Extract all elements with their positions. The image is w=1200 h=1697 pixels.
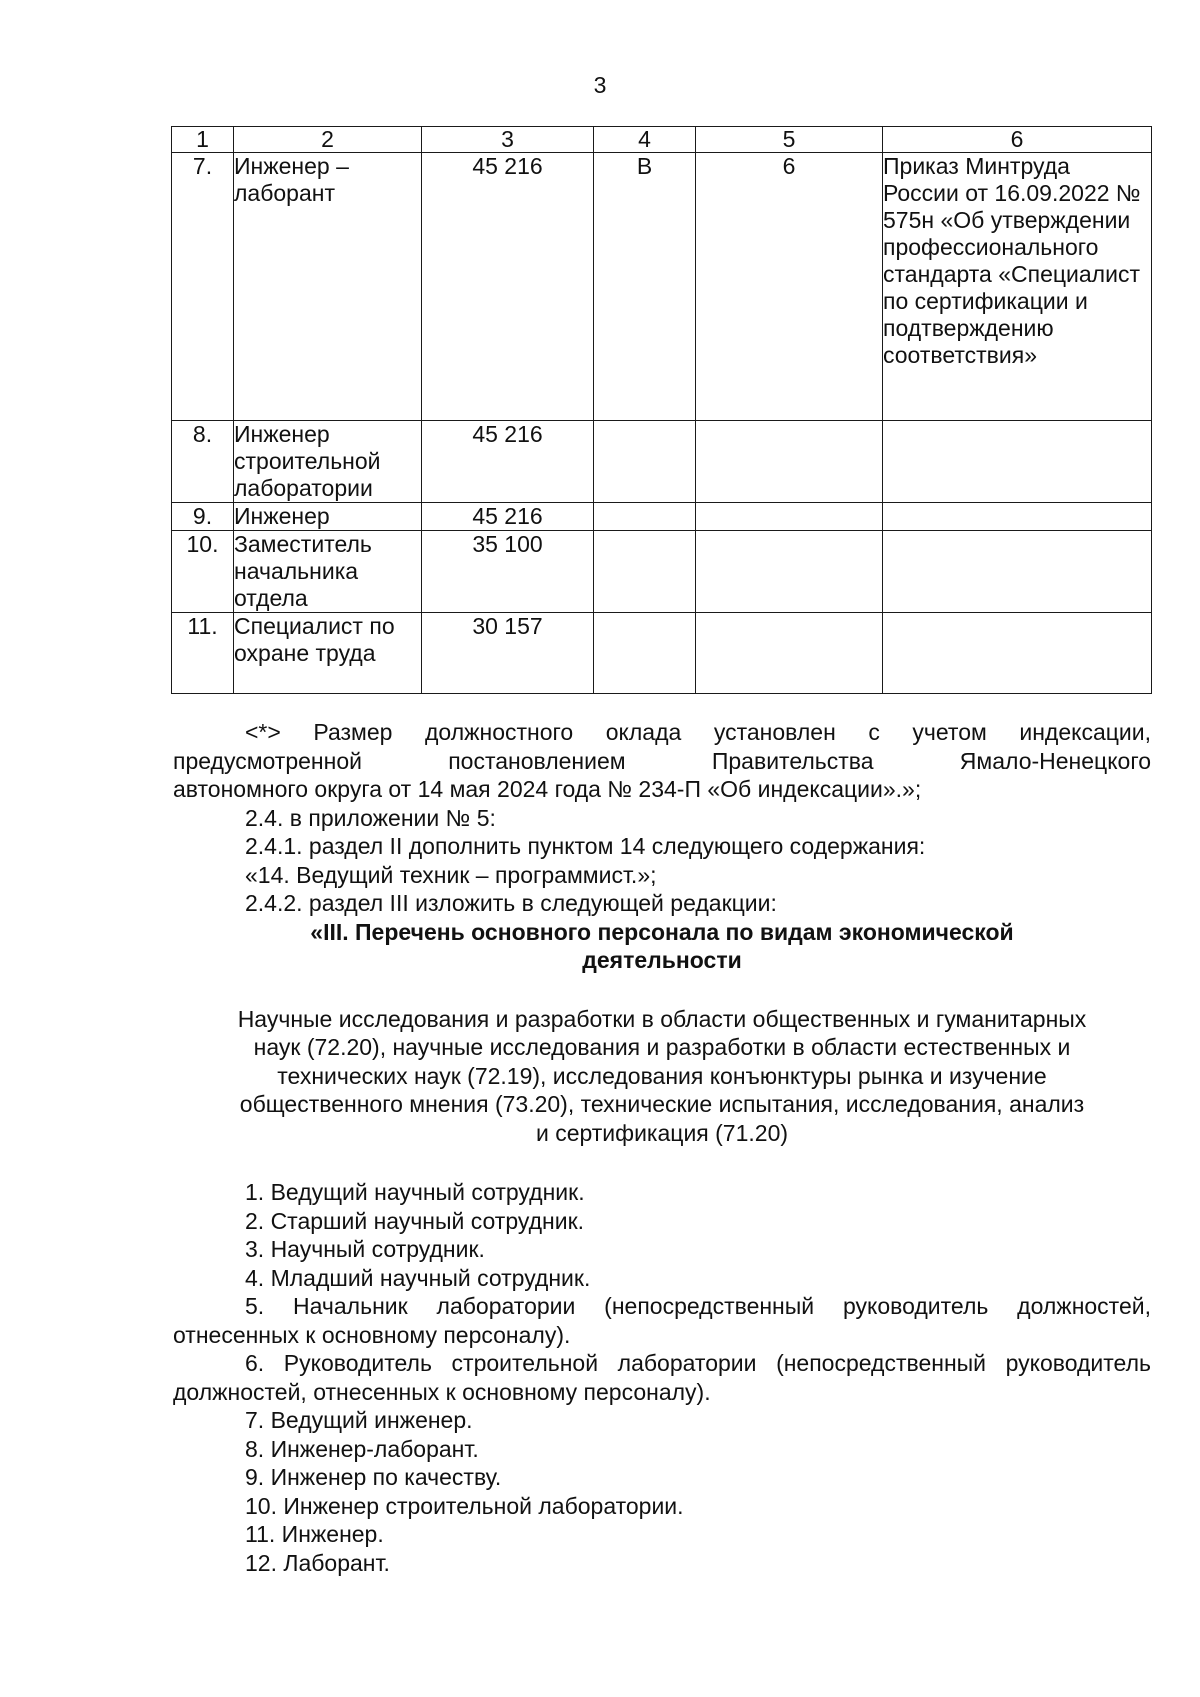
- activity-types-line: Научные исследования и разработки в области общественных и гуманитарных: [237, 1005, 1087, 1032]
- activity-types-line: наук (72.20), научные исследования и разработки в области естественных и: [253, 1034, 1071, 1060]
- footnote-text: предусмотренной постановлением Правительства Ямало-Ненецкого: [173, 747, 1151, 774]
- activity-types-line: и сертификация (71.20): [535, 1119, 789, 1146]
- regulation-cell: [883, 613, 1152, 694]
- table-header-cell: 5: [696, 127, 883, 153]
- row-number-cell: 7.: [172, 153, 234, 421]
- list-item: 9. Инженер по качеству.: [245, 1464, 502, 1490]
- section-heading: «III. Перечень основного персонала по видам экономической: [310, 918, 1014, 945]
- table-header-cell: 1: [172, 127, 234, 153]
- table-row: [172, 153, 1152, 421]
- activity-types-paragraph: [173, 1005, 1151, 1148]
- qualification-group-cell: В: [594, 153, 696, 421]
- staff-list: [173, 1178, 1151, 1577]
- activity-types-line: общественного мнения (73.20), технические испытания, исследования, анализ: [239, 1091, 1085, 1117]
- regulation-cell: [883, 531, 1152, 613]
- qualification-group-cell: [594, 503, 696, 531]
- regulation-cell: [883, 421, 1152, 503]
- row-number-cell: 9.: [172, 503, 234, 531]
- salary-cell: 45 216: [422, 503, 594, 531]
- table-header-cell: 3: [422, 127, 594, 153]
- list-item: 3. Научный сотрудник.: [245, 1236, 485, 1262]
- position-cell: Инженер – лаборант: [234, 153, 422, 421]
- table-header-cell: 2: [234, 127, 422, 153]
- salary-cell: 45 216: [422, 421, 594, 503]
- position-cell: Инженер: [234, 503, 422, 531]
- clause-2-4-1-text: «14. Ведущий техник – программист.»;: [245, 861, 657, 888]
- list-item: 5. Начальник лаборатории (непосредственный руководитель должностей, отнесенных к основному персоналу).: [173, 1293, 1151, 1348]
- page-number: 3: [593, 72, 607, 98]
- regulation-cell: Приказ Минтруда России от 16.09.2022 № 575н «Об утверждении профессионального стандарта «Специалист по сертификации и подтверждению соответствия»: [883, 153, 1152, 421]
- staff-salary-table: [171, 126, 1152, 694]
- list-item: 8. Инженер-лаборант.: [245, 1435, 479, 1462]
- table-row: [172, 613, 1152, 694]
- position-cell: Заместитель начальника отдела: [234, 531, 422, 613]
- qualification-level-cell: [696, 613, 883, 694]
- qualification-level-cell: [696, 531, 883, 613]
- qualification-group-cell: [594, 613, 696, 694]
- table-header-cell: 4: [594, 127, 696, 153]
- list-item: 10. Инженер строительной лаборатории.: [245, 1492, 684, 1519]
- qualification-level-cell: 6: [696, 153, 883, 421]
- list-item: 4. Младший научный сотрудник.: [245, 1264, 591, 1291]
- salary-cell: 30 157: [422, 613, 594, 694]
- table-row: [172, 421, 1152, 503]
- clause-2-4-1: 2.4.1. раздел II дополнить пунктом 14 следующего содержания:: [245, 833, 926, 859]
- list-item: 6. Руководитель строительной лаборатории (непосредственный руководитель должностей, отнесенных к основному персоналу).: [173, 1350, 1151, 1405]
- list-item: 1. Ведущий научный сотрудник.: [245, 1179, 585, 1205]
- list-item: 2. Старший научный сотрудник.: [245, 1207, 585, 1234]
- row-number-cell: 8.: [172, 421, 234, 503]
- qualification-group-cell: [594, 531, 696, 613]
- regulation-cell: [883, 503, 1152, 531]
- table-header-cell: 6: [883, 127, 1152, 153]
- qualification-group-cell: [594, 421, 696, 503]
- footnote-text: автономного округа от 14 мая 2024 года № 234-П «Об индексации».»;: [173, 776, 922, 802]
- list-item: 11. Инженер.: [245, 1521, 384, 1547]
- salary-cell: 35 100: [422, 531, 594, 613]
- section-heading: деятельности: [582, 946, 742, 973]
- list-item: 12. Лаборант.: [245, 1549, 390, 1576]
- salary-cell: 45 216: [422, 153, 594, 421]
- list-item: 7. Ведущий инженер.: [245, 1407, 473, 1433]
- position-cell: Специалист по охране труда: [234, 613, 422, 694]
- table-row: [172, 503, 1152, 531]
- clause-2-4-2: 2.4.2. раздел III изложить в следующей редакции:: [245, 890, 777, 916]
- table-header-row: [172, 127, 1152, 153]
- document-body: [173, 718, 1151, 1577]
- activity-types-line: технических наук (72.19), исследования конъюнктуры рынка и изучение: [277, 1062, 1047, 1089]
- qualification-level-cell: [696, 503, 883, 531]
- footnote-text: <*> Размер должностного оклада установлен с учетом индексации,: [245, 719, 1151, 745]
- row-number-cell: 10.: [172, 531, 234, 613]
- row-number-cell: 11.: [172, 613, 234, 694]
- clause-2-4: 2.4. в приложении № 5:: [245, 804, 496, 831]
- position-cell: Инженер строительной лаборатории: [234, 421, 422, 503]
- table-row: [172, 531, 1152, 613]
- qualification-level-cell: [696, 421, 883, 503]
